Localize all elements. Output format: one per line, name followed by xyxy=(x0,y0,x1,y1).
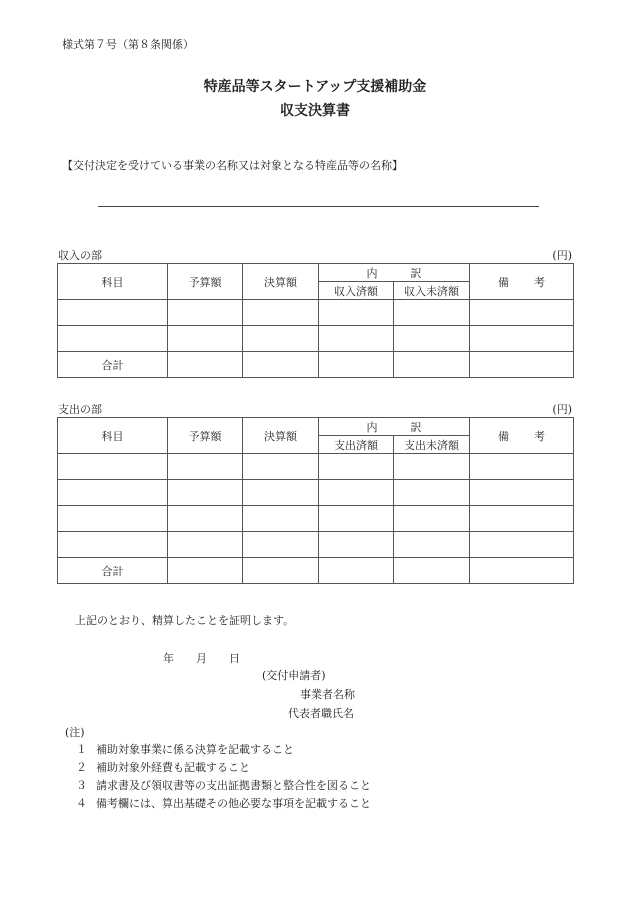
expense-total-row xyxy=(58,558,574,584)
date-line[interactable] xyxy=(163,650,240,666)
note-item: ４ 備考欄には、算出基礎その他必要な事項を記載すること xyxy=(76,797,371,810)
income-section-label: 収入の部 xyxy=(58,249,102,262)
applicant-label: (交付申請者) xyxy=(262,669,326,682)
table-row xyxy=(58,454,574,480)
table-row xyxy=(58,300,574,326)
expense-header-unpaid: 支出未済額 xyxy=(394,436,470,454)
expense-total-label: 合計 xyxy=(58,558,168,584)
expense-header-remarks: 備 考 xyxy=(470,418,574,454)
note-item: １ 補助対象事業に係る決算を記載すること xyxy=(76,743,294,756)
income-header-subject: 科目 xyxy=(58,264,168,300)
income-header-settlement: 決算額 xyxy=(243,264,319,300)
expense-header-paid: 支出済額 xyxy=(319,436,394,454)
income-header-budget: 予算額 xyxy=(168,264,243,300)
income-table xyxy=(57,263,574,378)
income-total-label: 合計 xyxy=(58,352,168,378)
expense-header-settlement: 決算額 xyxy=(243,418,319,454)
certification-text: 上記のとおり、精算したことを証明します。 xyxy=(75,614,295,627)
business-name-label: 事業者名称 xyxy=(300,688,355,701)
document-subtitle: 収支決算書 xyxy=(280,103,350,119)
note-item: ２ 補助対象外経費も記載すること xyxy=(76,761,250,774)
table-row xyxy=(58,506,574,532)
table-row xyxy=(58,326,574,352)
income-total-row xyxy=(58,352,574,378)
representative-label: 代表者職氏名 xyxy=(288,707,354,720)
income-header-breakdown: 内 訳 xyxy=(319,264,470,282)
expense-table xyxy=(57,417,574,584)
notes-heading: (注) xyxy=(65,726,85,739)
date-month: 月 xyxy=(196,652,207,665)
income-header-remarks: 備 考 xyxy=(470,264,574,300)
document-title: 特産品等スタートアップ支援補助金 xyxy=(203,79,427,95)
date-year: 年 xyxy=(163,652,174,665)
expense-unit: (円) xyxy=(552,403,572,416)
expense-section-label: 支出の部 xyxy=(58,403,102,416)
expense-header-budget: 予算額 xyxy=(168,418,243,454)
project-name-label: 【交付決定を受けている事業の名称又は対象となる特産品等の名称】 xyxy=(62,159,403,172)
table-row xyxy=(58,532,574,558)
income-header-unreceived: 収入未済額 xyxy=(394,282,470,300)
income-unit: (円) xyxy=(552,249,572,262)
income-header-received: 収入済額 xyxy=(319,282,394,300)
form-number: 様式第７号（第８条関係） xyxy=(62,38,194,51)
project-name-line[interactable] xyxy=(98,206,539,207)
expense-header-breakdown: 内 訳 xyxy=(319,418,470,436)
note-item: ３ 請求書及び領収書等の支出証拠書類と整合性を図ること xyxy=(76,779,371,792)
expense-header-subject: 科目 xyxy=(58,418,168,454)
date-day: 日 xyxy=(229,652,240,665)
table-row xyxy=(58,480,574,506)
